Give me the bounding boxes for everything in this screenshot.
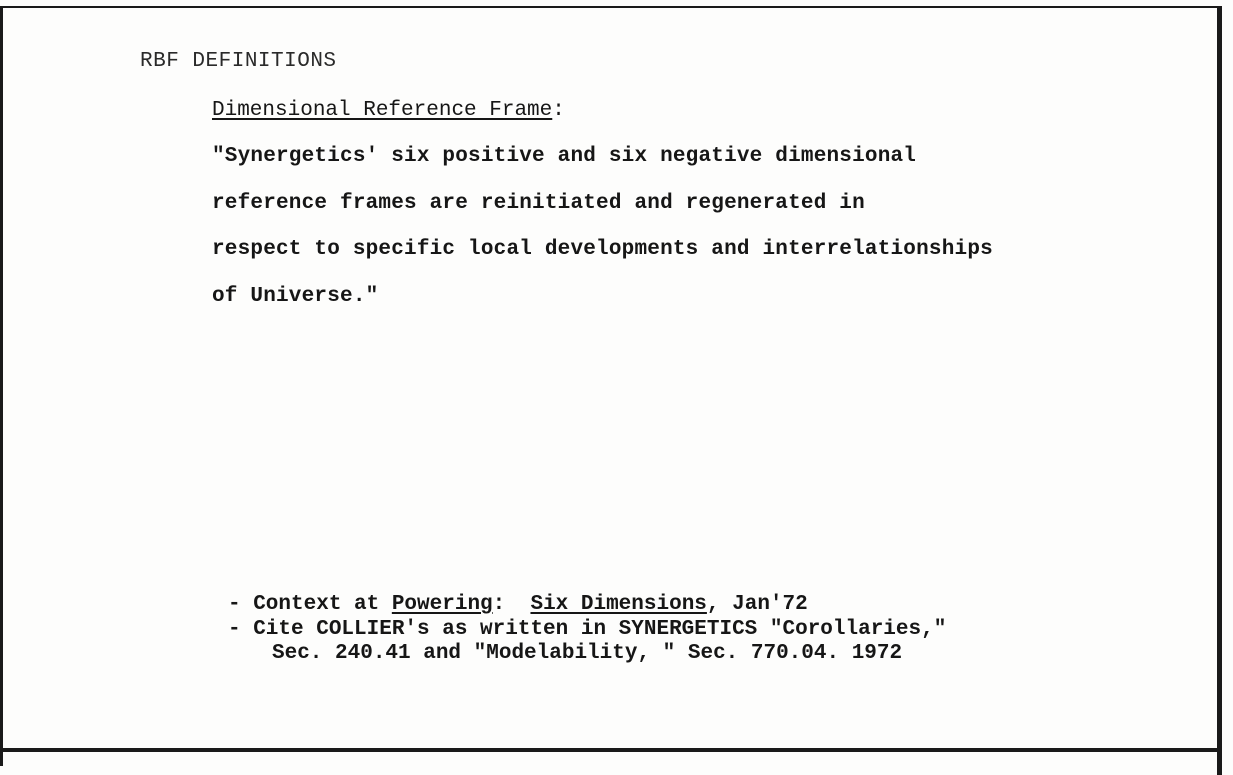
context-separator: : bbox=[492, 593, 531, 616]
definition-line-4: of Universe." bbox=[212, 285, 379, 308]
definition-line-1: "Synergetics' six positive and six negative dimensional bbox=[212, 145, 917, 168]
definition-line-2: reference frames are reinitiated and regenerated in bbox=[212, 192, 865, 215]
card-border-bottom bbox=[0, 748, 1222, 752]
context-source: Powering bbox=[391, 593, 493, 616]
context-date: , Jan'72 bbox=[706, 593, 808, 616]
cite-note-line-1: - Cite COLLIER's as written in SYNERGETICS "Corollaries," bbox=[228, 618, 947, 641]
card-border-top bbox=[0, 6, 1222, 8]
term-colon: : bbox=[552, 99, 565, 122]
card-border-left bbox=[0, 6, 3, 766]
card-border-right bbox=[1217, 6, 1222, 775]
context-note bbox=[228, 593, 808, 616]
term-text: Dimensional Reference Frame bbox=[212, 99, 553, 122]
definition-term bbox=[212, 99, 565, 122]
card-header: RBF DEFINITIONS bbox=[140, 50, 337, 73]
context-title: Six Dimensions bbox=[530, 593, 707, 616]
cite-note-line-2: Sec. 240.41 and "Modelability, " Sec. 770.04. 1972 bbox=[272, 642, 903, 665]
definition-line-3: respect to specific local developments and interrelationships bbox=[212, 238, 993, 261]
context-prefix: - Context at bbox=[228, 593, 392, 616]
